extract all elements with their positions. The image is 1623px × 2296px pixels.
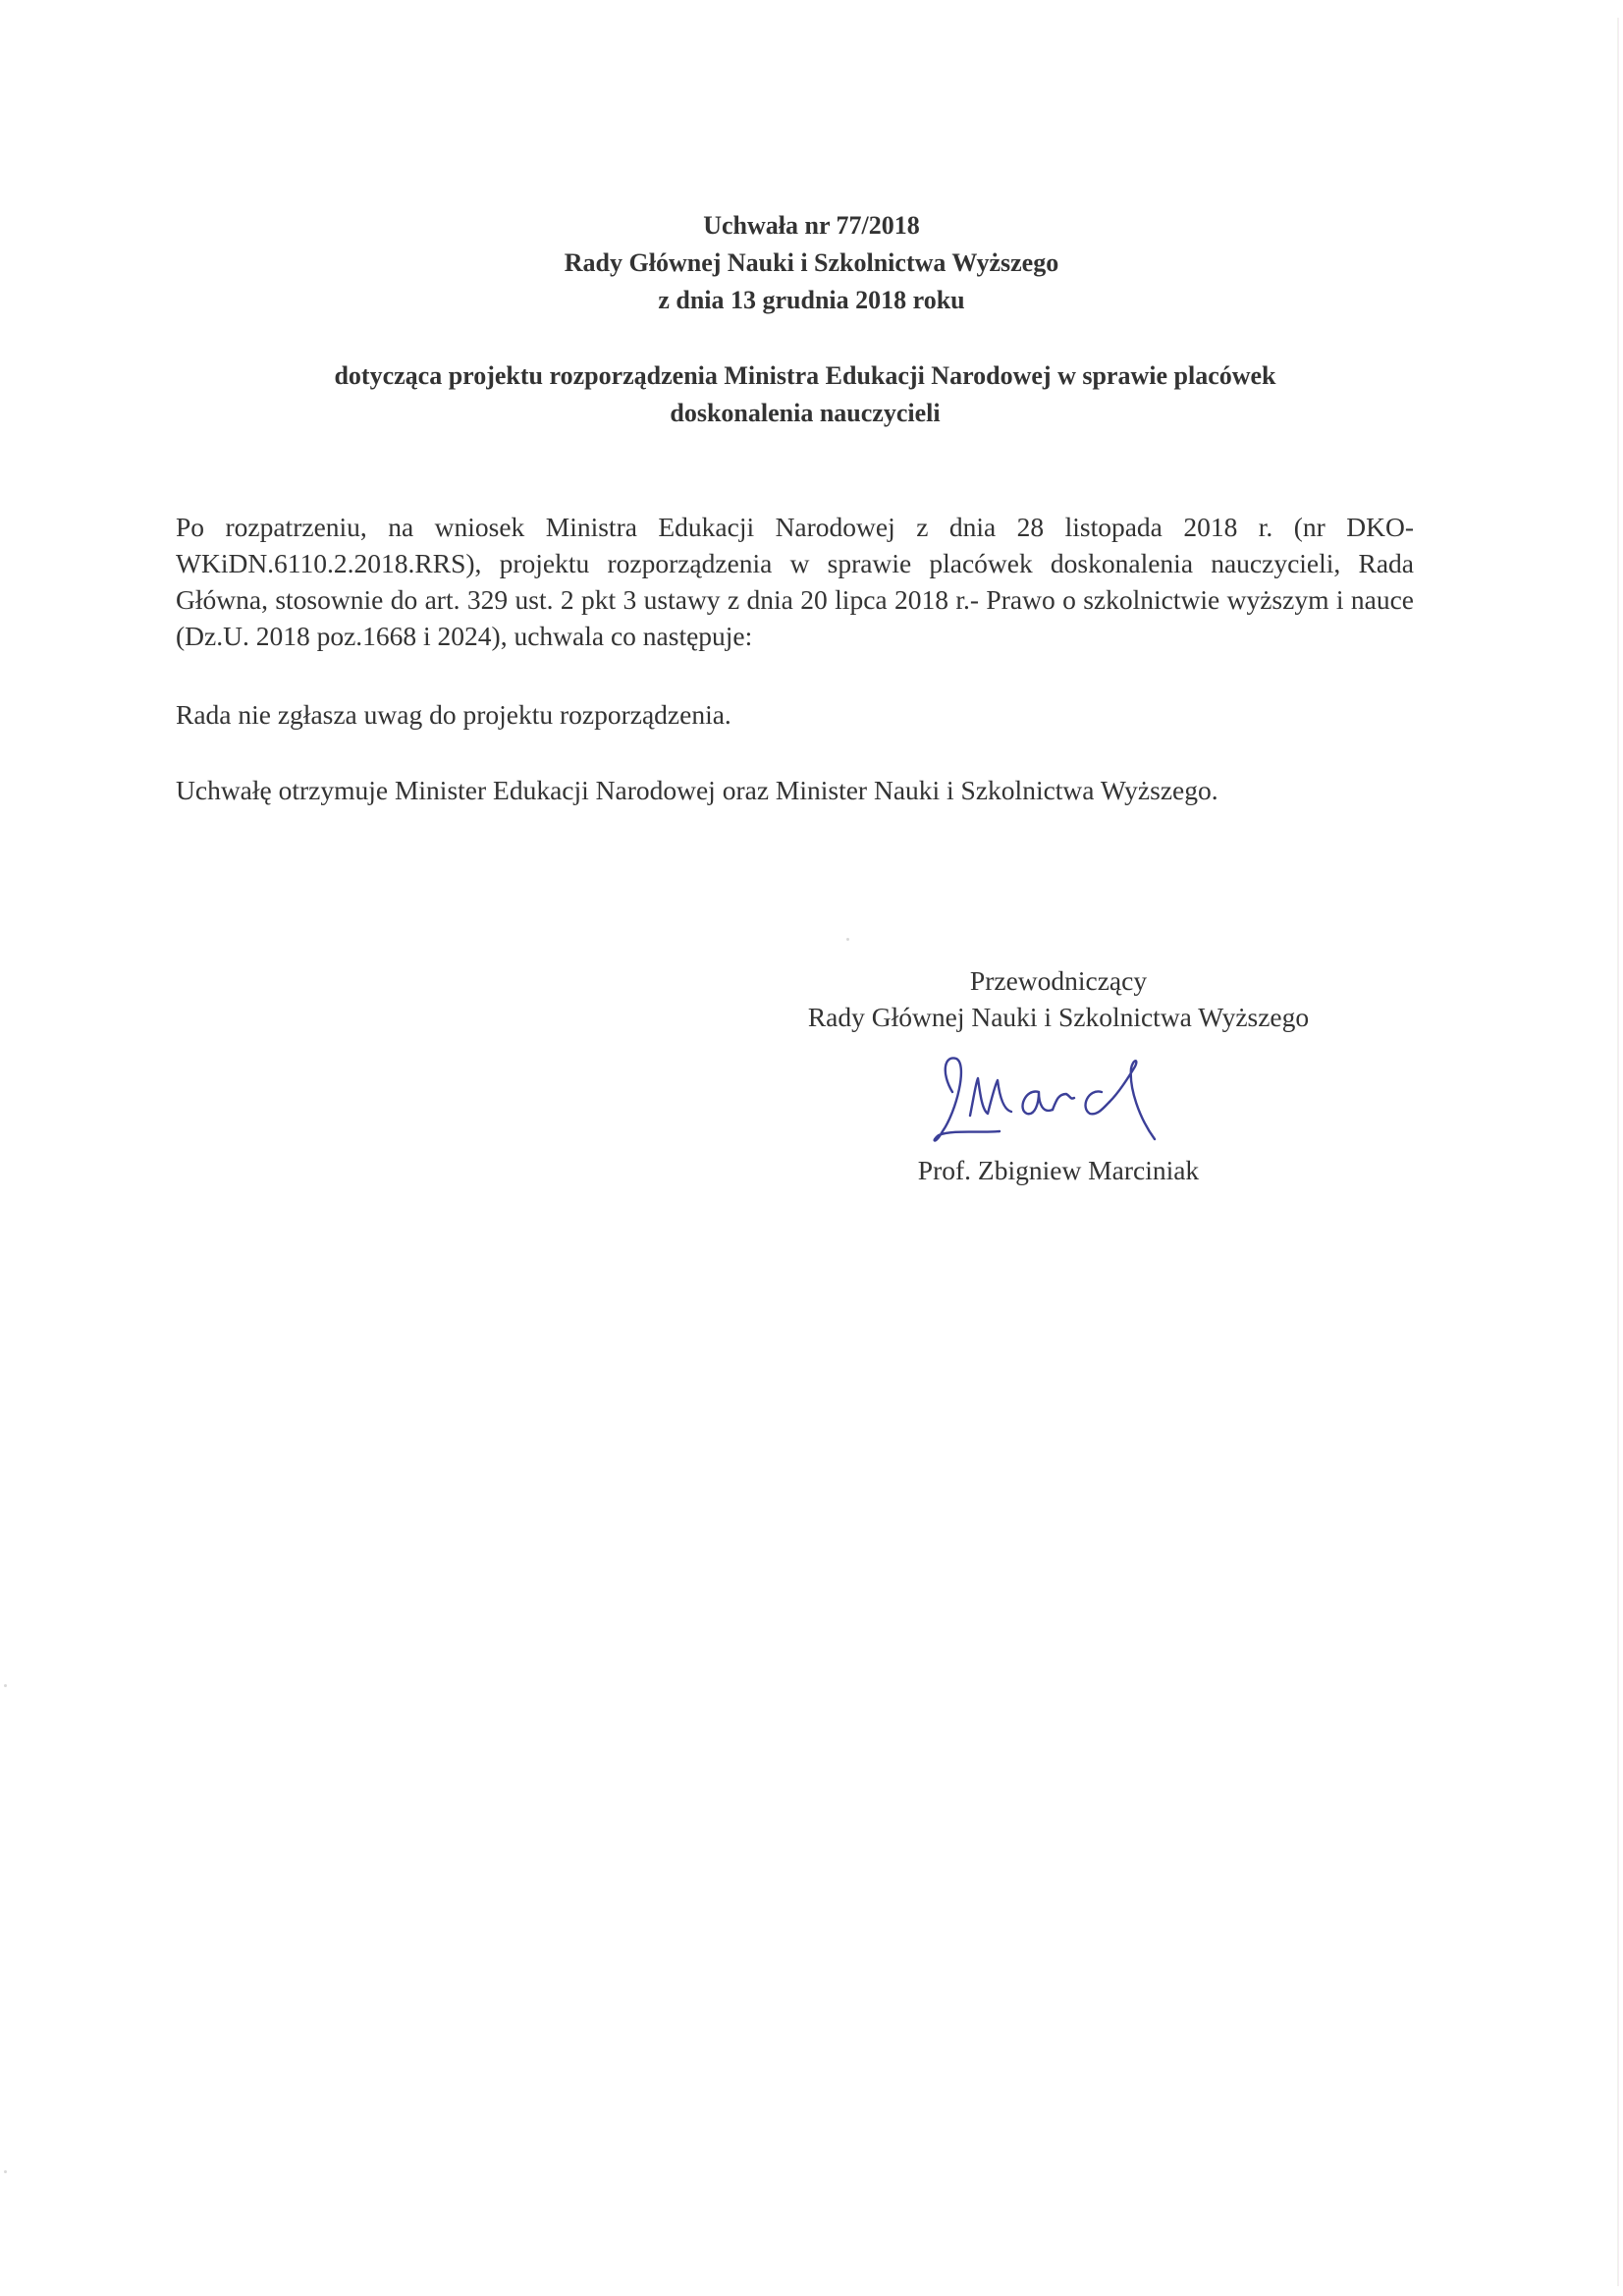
paragraph-recipients: Uchwałę otrzymuje Minister Edukacji Narodowej oraz Minister Nauki i Szkolnictwa Wyższego. [176, 775, 1218, 805]
signatory-body: Rady Głównej Nauki i Szkolnictwa Wyższego [807, 1002, 1310, 1032]
signature-stroke-l [1109, 1061, 1155, 1139]
signature-stroke-z [935, 1058, 1000, 1140]
subject-line-2: doskonalenia nauczycieli [670, 399, 941, 427]
subject-line-1: dotycząca projektu rozporządzenia Ministra Edukacji Narodowej w sprawie placówek [334, 361, 1276, 390]
scan-edge-line [1617, 18, 1619, 2286]
scan-speck [4, 1684, 7, 1687]
scan-speck [846, 938, 849, 941]
paragraph-decision: Rada nie zgłasza uwag do projektu rozporządzenia. [176, 699, 731, 730]
resolution-number: Uchwała nr 77/2018 [703, 211, 920, 240]
paragraph-preamble: Po rozpatrzeniu, na wniosek Ministra Edukacji Narodowej z dnia 28 listopada 2018 r. (nr DKO-WKiDN.6110.2.2018.RRS), projektu rozporządzenia w sprawie placówek doskonalenia nauczycieli, Rada Główna, stosownie do art. 329 ust. 2 pkt 3 ustawy z dnia 20 lipca 2018 r.- Prawo o szkolnictwie wyższym i nauce (Dz.U. 2018 poz.1668 i 2024), uchwala co następuje: [176, 512, 1414, 651]
scan-speck [4, 2170, 7, 2173]
signatory-title: Przewodniczący [969, 965, 1148, 996]
signatory-name: Prof. Zbigniew Marciniak [917, 1155, 1200, 1185]
resolution-date: z dnia 13 grudnia 2018 roku [658, 286, 965, 314]
signatory-role [727, 962, 1390, 1035]
handwritten-signature [923, 1053, 1178, 1151]
signature-stroke-r [1053, 1094, 1074, 1110]
council-name: Rady Głównej Nauki i Szkolnictwa Wyższego [564, 248, 1059, 277]
resolution-subject [157, 357, 1453, 432]
resolution-header [0, 207, 1623, 319]
signature-stroke-a [1023, 1092, 1053, 1115]
signature-stroke-c [1086, 1091, 1109, 1114]
signature-stroke-m [970, 1078, 1011, 1116]
